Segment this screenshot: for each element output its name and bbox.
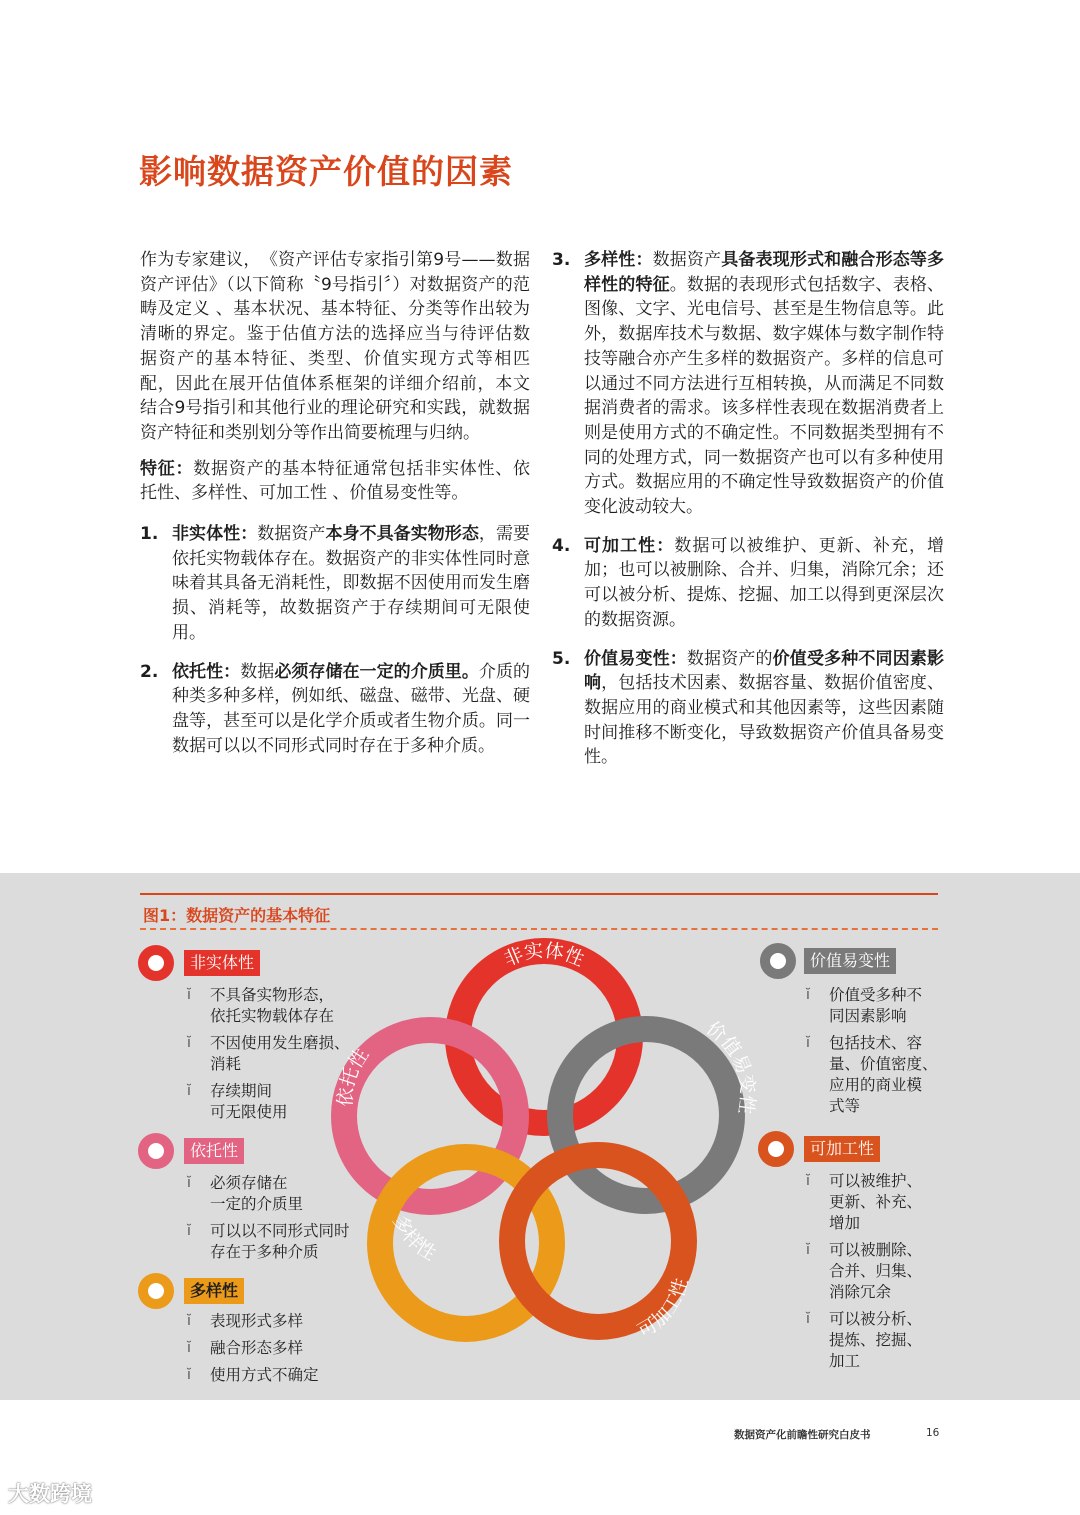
duoyang-list: [187, 1311, 387, 1392]
ring-label-jiazhi: 价值易变性: [702, 1017, 759, 1116]
item-rest: 。数据的表现形式包括数字、表格、图像、文字、光电信号、甚至是生物信息等。此外，数据库技术与数据、数字媒体与数字制作特技等融合亦产生多样的数据资产。多样的信息可以通过不同方法进行互相转换，从而满足不同数据消费者的需求。该多样性表现在数据消费者上则是使用方式的不确定性。不同数据类型拥有不同的处理方式，同一数据资产也可以有多种使用方式。数据应用的不确定性导致数据资产的价值变化波动较大。: [584, 274, 944, 518]
list-number: 4.: [552, 535, 571, 556]
ring-label-kejiagong: 可加工性: [634, 1275, 693, 1343]
bullet-item: ĭ 融合形态多样: [187, 1339, 304, 1357]
item-rest: 数据可以被维护、更新、补充，增加；也可以被删除、合并、归集，消除冗余；还可以被分析、提炼、挖掘、加工以得到更深层次的数据资源。: [584, 535, 945, 630]
kejiagong-list: [806, 1171, 956, 1378]
list-item-4: [552, 534, 944, 633]
bullet-item: ĭ 可以以不同形式同时 存在于多种介质: [187, 1222, 350, 1261]
item-label: 价值易变性：: [584, 648, 687, 669]
duoyang-tag: 多样性: [184, 1278, 244, 1304]
item-pre: 数据资产: [257, 524, 326, 545]
watermark-logo: 大数跨境: [8, 1482, 92, 1506]
item-label: 多样性：: [584, 250, 653, 270]
bullet-item: ĭ 不具备实物形态， 依托实物载体存在: [187, 986, 335, 1025]
bullet-item: ĭ 包括技术、容 量、价值密度、 应用的商业模 式等: [806, 1034, 938, 1115]
item-pre: 数据: [240, 661, 275, 682]
duoyang-dot-icon: [138, 1273, 174, 1309]
item-label: 依托性：: [172, 661, 241, 682]
ring-label-feishiti: 非实体性: [500, 939, 588, 971]
bullet-item: ĭ 价值受多种不 同因素影响: [806, 986, 923, 1025]
item-pre: 数据资产的: [686, 648, 773, 669]
list-item-1: [140, 522, 530, 646]
item-bold: 具备表现形式和融合形态等多样性的特征: [584, 250, 945, 295]
figure-title: 图1：数据资产的基本特征: [143, 906, 331, 925]
bullet-item: ĭ 存续期间 可无限使用: [187, 1082, 288, 1121]
item-label: 可加工性：: [584, 535, 675, 556]
item-bold: 本身不具备实物形态: [325, 524, 479, 545]
item-label: 非实体性：: [172, 524, 258, 545]
bullet-glyph: ĭ: [806, 1242, 810, 1258]
bullet-glyph: ĭ: [806, 1035, 810, 1051]
kejiagong-dot-icon: [758, 1131, 794, 1167]
ring-label-duoyang: 多样性: [388, 1211, 440, 1265]
feishiti-dot-icon: [138, 945, 174, 981]
yituo-dot-icon: [138, 1133, 174, 1169]
yituo-list: [187, 1173, 397, 1269]
bullet-item: ĭ 表现形式多样: [187, 1312, 304, 1330]
ring-label-yituo: 依托性: [334, 1044, 374, 1108]
bullet-glyph: ĭ: [187, 1223, 191, 1239]
yituo-tag: 依托性: [184, 1138, 244, 1164]
jiazhi-tag: 价值易变性: [804, 948, 896, 974]
bullet-glyph: ĭ: [187, 1313, 191, 1329]
feature-text: 数据资产的基本特征通常包括非实体性、依托性、多样性、可加工性 、价值易变性等。: [140, 458, 531, 504]
kejiagong-tag: 可加工性: [804, 1136, 880, 1162]
bullet-item: ĭ 使用方式不确定: [187, 1366, 319, 1384]
list-number: 1.: [140, 524, 159, 545]
figure-panel: [0, 873, 1080, 1400]
bullet-glyph: ĭ: [187, 1175, 191, 1191]
footer-title: 数据资产化前瞻性研究白皮书: [734, 1429, 871, 1441]
jiazhi-list: [806, 985, 956, 1123]
item-pre: 数据资产: [652, 250, 722, 270]
page-title: 影响数据资产价值的因素: [139, 152, 513, 191]
bullet-glyph: ĭ: [187, 1083, 191, 1099]
jiazhi-dot-icon: [760, 943, 796, 979]
intro-paragraph: 作为专家建议， 《资产评估专家指引第9号——数据资产评估》（以下简称〝9号指引〞）对数据资产的范畴及定义 、基本状况、基本特征、分类等作出较为清晰的界定。鉴于估值方法的选择应当与待评估数据资产的基本特征、类型、价值实现方式等相匹配，因此在展开估值体系框架的详细介绍前，本文结合9号指引和其他行业的理论研究和实践，就数据资产特征和类别划分等作出简要梳理与归纳。: [140, 250, 530, 443]
item-rest: ，需要依托实物载体存在。数据资产的非实体性同时意味着其具备无消耗性，即数据不因使用而发生磨损、消耗等，故数据资产于存续期间可无限使用。: [172, 524, 531, 643]
item-rest: ，包括技术因素、数据容量、数据价值密度、数据应用的商业模式和其他因素等，这些因素随时间推移不断变化，导致数据资产价值具备易变性。: [584, 673, 945, 768]
page-number: 16: [926, 1427, 940, 1439]
list-number: 3.: [552, 250, 571, 270]
feature-paragraph: [140, 457, 530, 506]
list-number: 2.: [140, 661, 159, 682]
list-item-2: [140, 660, 530, 759]
feishiti-list: [187, 985, 387, 1129]
bullet-glyph: ĭ: [187, 1035, 191, 1051]
right-column: [552, 248, 944, 770]
feature-label: 特征：: [140, 458, 194, 479]
item-bold: 必须存储在一定的介质里。: [274, 661, 479, 682]
left-column: [140, 248, 530, 758]
bullet-glyph: ĭ: [187, 987, 191, 1003]
bullet-item: ĭ 可以被维护、 更新、补充、 增加: [806, 1172, 923, 1232]
bullet-item: ĭ 可以被删除、 合并、归集、 消除冗余: [806, 1241, 923, 1301]
list-item-3: [552, 248, 944, 520]
bullet-glyph: ĭ: [806, 1173, 810, 1189]
list-number: 5.: [552, 648, 571, 669]
bullet-item: ĭ 可以被分析、 提炼、挖掘、 加工: [806, 1310, 923, 1370]
list-item-5: [552, 647, 944, 771]
bullet-glyph: ĭ: [187, 1367, 191, 1383]
bullet-item: ĭ 必须存储在 一定的介质里: [187, 1174, 304, 1213]
bullet-glyph: ĭ: [187, 1340, 191, 1356]
feishiti-tag: 非实体性: [184, 950, 260, 976]
item-bold: 价值受多种不同因素影响: [584, 648, 945, 694]
bullet-glyph: ĭ: [806, 1311, 810, 1327]
item-rest: 介质的种类多种多样，例如纸、磁盘、磁带、光盘、硬盘等，甚至可以是化学介质或者生物介质。同一数据可以以不同形式同时存在于多种介质。: [172, 661, 531, 756]
bullet-glyph: ĭ: [806, 987, 810, 1003]
bullet-item: ĭ 不因使用发生磨损、 消耗: [187, 1034, 350, 1073]
